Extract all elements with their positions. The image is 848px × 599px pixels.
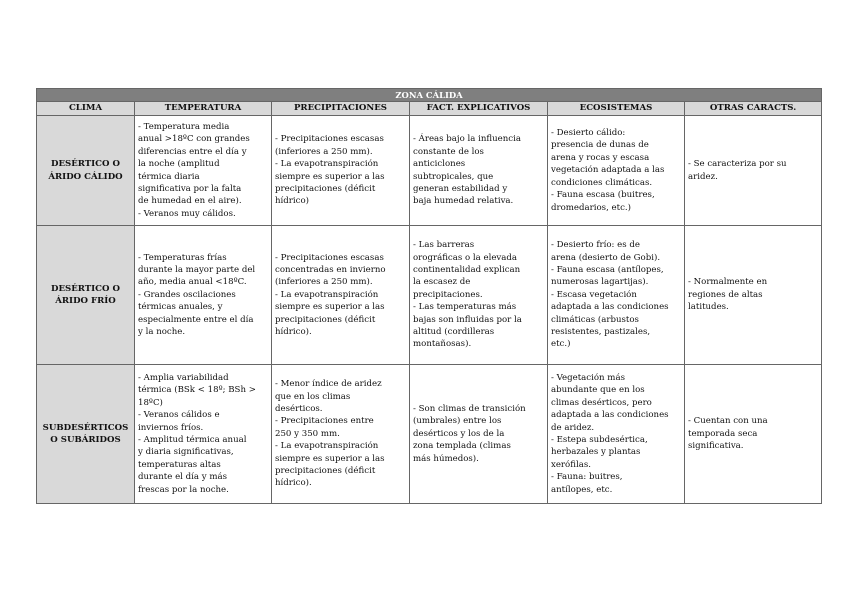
- text-line: hídrico).: [275, 327, 312, 338]
- text-line: - Se caracteriza por su: [688, 159, 787, 170]
- text-line: generan estabilidad y: [413, 183, 508, 194]
- text-line: - Temperatura media: [138, 121, 230, 132]
- ecosistemas-cell: [548, 226, 685, 365]
- text-line: - Áreas bajo la influencia: [413, 134, 521, 145]
- temperatura-cell: [135, 116, 272, 226]
- text-line: diferencias entre el día y: [138, 146, 247, 157]
- text-line: hídrico).: [275, 478, 312, 489]
- text-line: precipitaciones (déficit: [275, 183, 376, 194]
- text-line: precipitaciones.: [413, 289, 483, 300]
- climate-name-cell: [37, 116, 135, 226]
- text-line: arena y rocas y escasa: [551, 152, 650, 163]
- text-line: - Son climas de transición: [413, 403, 526, 414]
- table-row: [37, 116, 822, 226]
- text-line: dromedarios, etc.): [551, 202, 631, 213]
- text-line: zona templada (climas: [413, 441, 511, 452]
- otras-cell: [685, 226, 822, 365]
- text-line: abundante que en los: [551, 385, 645, 396]
- text-line: condiciones climáticas.: [551, 177, 653, 188]
- text-line: y diaria significativas,: [138, 447, 234, 458]
- text-line: continentalidad explican: [413, 264, 521, 275]
- text-line: - Veranos cálidos e: [138, 410, 220, 421]
- header-ecosistemas: ECOSISTEMAS: [548, 102, 685, 116]
- text-line: - Precipitaciones escasas: [275, 252, 384, 263]
- header-clima: CLIMA: [37, 102, 135, 116]
- text-line: altitud (cordilleras: [413, 327, 495, 338]
- text-line: baja humedad relativa.: [413, 196, 514, 207]
- text-line: resistentes, pastizales,: [551, 327, 651, 338]
- text-line: (inferiores a 250 mm).: [275, 277, 373, 288]
- text-line: desérticos.: [275, 403, 323, 414]
- climate-name-line: ÁRIDO FRÍO: [55, 296, 116, 306]
- temperatura-cell: [135, 365, 272, 504]
- text-line: regiones de altas: [688, 289, 763, 300]
- text-line: de humedad en el aire).: [138, 196, 242, 207]
- text-line: concentradas en invierno: [275, 264, 386, 275]
- text-line: frescas por la noche.: [138, 484, 229, 495]
- zone-title-row: [37, 89, 822, 102]
- text-line: - Desierto frío: es de: [551, 240, 640, 251]
- text-line: - La evapotranspiración: [275, 441, 379, 452]
- text-line: - Precipitaciones escasas: [275, 134, 384, 145]
- text-line: - Menor índice de aridez: [275, 379, 382, 390]
- text-line: climáticas (arbustos: [551, 314, 639, 325]
- text-line: - Normalmente en: [688, 277, 768, 288]
- text-line: temperaturas altas: [138, 459, 221, 470]
- text-line: xerófilas.: [551, 459, 591, 470]
- header-temperatura: TEMPERATURA: [135, 102, 272, 116]
- header-precipitaciones: PRECIPITACIONES: [272, 102, 410, 116]
- text-line: durante la mayor parte del: [138, 264, 256, 275]
- text-line: - Fauna escasa (buitres,: [551, 190, 655, 201]
- text-line: térmica (BSk < 18º; BSh >: [138, 385, 256, 396]
- text-line: - Fauna: buitres,: [551, 472, 623, 483]
- text-line: especialmente entre el día: [138, 314, 254, 325]
- text-line: hídrico): [275, 196, 309, 207]
- climate-name-line: DESÉRTICO O: [51, 283, 120, 294]
- table-row: [37, 365, 822, 504]
- text-line: - Escasa vegetación: [551, 289, 637, 300]
- text-line: que en los climas: [275, 391, 351, 402]
- text-line: constante de los: [413, 146, 484, 157]
- text-line: precipitaciones (déficit: [275, 466, 376, 477]
- climate-name-line: SUBDESÉRTICOS: [42, 422, 129, 433]
- text-line: - La evapotranspiración: [275, 289, 379, 300]
- text-line: herbazales y plantas: [551, 447, 641, 458]
- precipitaciones-cell: [272, 116, 410, 226]
- otras-cell: [685, 116, 822, 226]
- text-line: la noche (amplitud: [138, 159, 220, 170]
- text-line: etc.): [551, 339, 571, 350]
- text-line: 250 y 350 mm.: [275, 428, 340, 439]
- factores-cell: [410, 365, 548, 504]
- text-line: (umbrales) entre los: [413, 416, 502, 427]
- text-line: 18ºC): [138, 397, 163, 408]
- text-line: numerosas lagartijas).: [551, 277, 649, 288]
- text-line: térmicas anuales, y: [138, 302, 223, 313]
- text-line: siempre es superior a las: [275, 171, 385, 182]
- climate-name-cell: [37, 226, 135, 365]
- precipitaciones-cell: [272, 365, 410, 504]
- text-line: significativa por la falta: [138, 183, 242, 194]
- text-line: - Precipitaciones entre: [275, 416, 374, 427]
- text-line: montañosas).: [413, 339, 472, 350]
- factores-cell: [410, 116, 548, 226]
- text-line: anticiclones: [413, 159, 466, 170]
- text-line: siempre es superior a las: [275, 453, 385, 464]
- text-line: inviernos fríos.: [138, 422, 204, 433]
- text-line: más húmedos).: [413, 453, 479, 464]
- text-line: vegetación adaptada a las: [551, 165, 665, 176]
- text-line: año, media anual <18ºC.: [138, 277, 247, 288]
- climate-name-line: O SUBÁRIDOS: [50, 435, 121, 445]
- ecosistemas-cell: [548, 116, 685, 226]
- text-line: - La evapotranspiración: [275, 159, 379, 170]
- text-line: latitudes.: [688, 302, 729, 313]
- header-otras: OTRAS CARACTS.: [685, 102, 822, 116]
- header-factores: FACT. EXPLICATIVOS: [410, 102, 548, 116]
- text-line: temporada seca: [688, 428, 758, 439]
- text-line: orográficas o la elevada: [413, 252, 518, 263]
- climate-name-cell: [37, 365, 135, 504]
- text-line: - Las temperaturas más: [413, 302, 517, 313]
- text-line: - Grandes oscilaciones: [138, 289, 236, 300]
- text-line: siempre es superior a las: [275, 302, 385, 313]
- text-line: - Temperaturas frías: [138, 252, 227, 263]
- text-line: la escasez de: [413, 277, 471, 288]
- text-line: precipitaciones (déficit: [275, 314, 376, 325]
- text-line: climas desérticos, pero: [551, 397, 652, 408]
- text-line: - Amplia variabilidad: [138, 372, 229, 383]
- text-line: - Veranos muy cálidos.: [138, 208, 236, 219]
- text-line: (inferiores a 250 mm).: [275, 146, 373, 157]
- text-line: - Amplitud térmica anual: [138, 435, 247, 445]
- text-line: subtropicales, que: [413, 171, 494, 182]
- ecosistemas-cell: [548, 365, 685, 504]
- text-line: y la noche.: [138, 327, 186, 338]
- text-line: - Fauna escasa (antílopes,: [551, 264, 664, 275]
- text-line: - Vegetación más: [551, 372, 625, 383]
- factores-cell: [410, 226, 548, 365]
- climate-name-line: DESÉRTICO O: [51, 159, 120, 170]
- text-line: durante el día y más: [138, 472, 228, 483]
- table-row: [37, 226, 822, 365]
- text-line: térmica diaria: [138, 171, 200, 182]
- text-line: significativa.: [688, 441, 744, 452]
- text-line: - Las barreras: [413, 240, 475, 251]
- text-line: - Estepa subdesértica,: [551, 435, 648, 445]
- text-line: antílopes, etc.: [551, 484, 613, 495]
- climate-name-line: ÁRIDO CÁLIDO: [48, 171, 123, 182]
- zone-title: ZONA CÁLIDA: [37, 89, 822, 102]
- text-line: - Desierto cálido:: [551, 128, 626, 139]
- otras-cell: [685, 365, 822, 504]
- text-line: de aridez.: [551, 422, 595, 433]
- text-line: aridez.: [688, 171, 718, 182]
- text-line: arena (desierto de Gobi).: [551, 252, 661, 263]
- text-line: adaptada a las condiciones: [551, 302, 669, 313]
- text-line: presencia de dunas de: [551, 140, 649, 151]
- text-line: desérticos y los de la: [413, 428, 505, 439]
- text-line: adaptada a las condiciones: [551, 410, 669, 421]
- header-row: [37, 102, 822, 116]
- climate-table: [36, 88, 822, 504]
- precipitaciones-cell: [272, 226, 410, 365]
- text-line: - Cuentan con una: [688, 416, 768, 427]
- text-line: anual >18ºC con grandes: [138, 134, 250, 145]
- text-line: bajas son influidas por la: [413, 314, 522, 325]
- temperatura-cell: [135, 226, 272, 365]
